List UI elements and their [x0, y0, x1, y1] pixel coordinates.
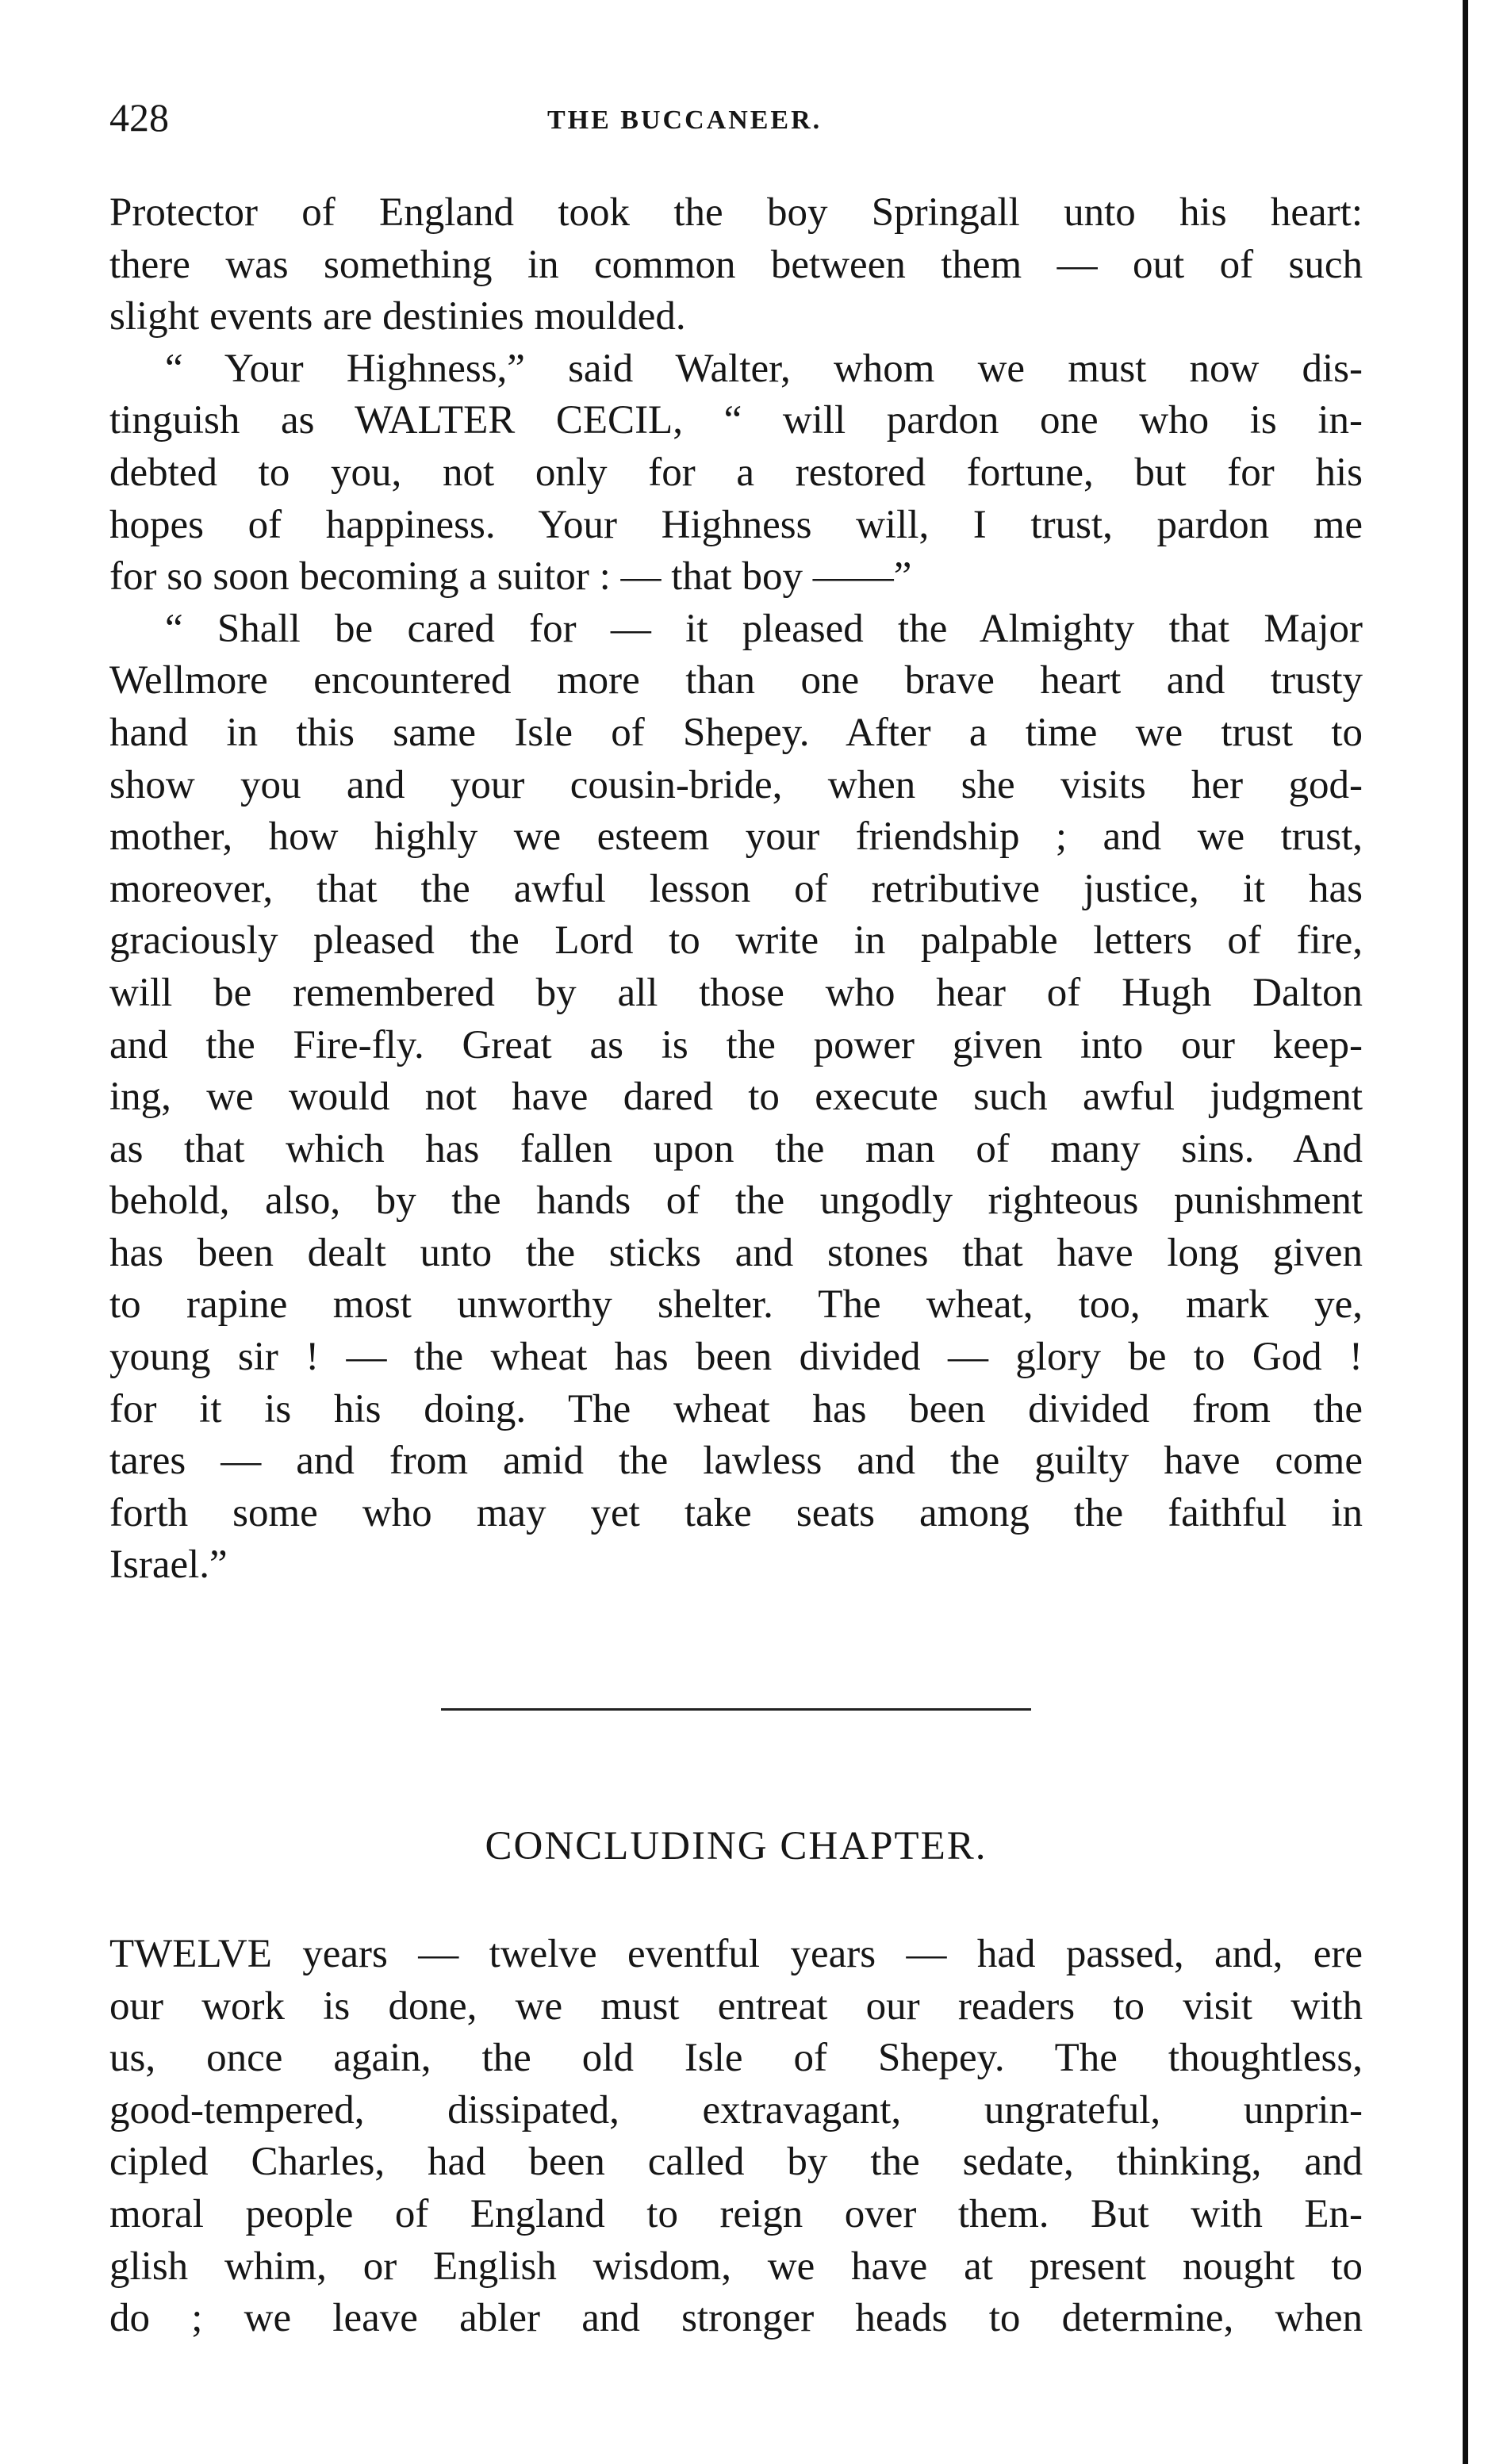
body-text-upper [109, 187, 1363, 1592]
page-edge-rule [1463, 0, 1468, 2464]
text-line: to rapine most unworthy shelter. The wheat, too, mark ye, [109, 1282, 1363, 1328]
text-line: hand in this same Isle of Shepey. After a time we trust to [109, 710, 1363, 755]
text-line: has been dealt unto the sticks and stones that have long given [109, 1230, 1363, 1275]
text-line: good-tempered, dissipated, extravagant, ungrateful, unprin- [109, 2087, 1363, 2133]
text-line: our work is done, we must entreat our readers to visit with [109, 1983, 1363, 2029]
text-line: for so soon becoming a suitor : — that boy ——” [109, 554, 912, 600]
text-line: and the Fire-fly. Great as is the power given into our keep- [109, 1022, 1363, 1067]
text-line: tinguish as WALTER CECIL, “ will pardon one who is in- [109, 398, 1363, 443]
text-line: slight events are destinies moulded. [109, 294, 686, 339]
text-line: glish whim, or English wisdom, we have at present nought to [109, 2244, 1363, 2289]
text-line: us, once again, the old Isle of Shepey. The thoughtless, [109, 2036, 1363, 2081]
text-line: forth some who may yet take seats among the faithful in [109, 1490, 1363, 1535]
text-line: graciously pleased the Lord to write in palpable letters of fire, [109, 918, 1363, 964]
text-line: moreover, that the awful lesson of retributive justice, it has [109, 866, 1363, 911]
section-divider [441, 1708, 1031, 1711]
text-line: debted to you, not only for a restored fortune, but for his [109, 450, 1363, 495]
text-line: there was something in common between them — out of such [109, 242, 1363, 287]
body-text-lower [109, 1929, 1363, 2345]
text-line: Protector of England took the boy Springall unto his heart: [109, 190, 1363, 235]
text-line: “ Your Highness,” said Walter, whom we must now dis- [165, 346, 1363, 391]
text-line: Israel.” [109, 1542, 228, 1588]
text-line: ing, we would not have dared to execute such awful judgment [109, 1075, 1363, 1120]
text-line: as that which has fallen upon the man of many sins. And [109, 1126, 1363, 1171]
text-line: cipled Charles, had been called by the sedate, thinking, and [109, 2140, 1363, 2185]
text-line: do ; we leave abler and stronger heads to determine, when [109, 2296, 1363, 2341]
text-line: behold, also, by the hands of the ungodly righteous punishment [109, 1178, 1363, 1224]
page-header [109, 94, 1371, 149]
page-number: 428 [109, 95, 169, 140]
text-line: mother, how highly we esteem your friendship ; and we trust, [109, 814, 1363, 860]
running-head: THE BUCCANEER. [547, 105, 823, 135]
text-line: Wellmore encountered more than one brave heart and trusty [109, 658, 1363, 703]
text-line: hopes of happiness. Your Highness will, I trust, pardon me [109, 502, 1363, 547]
text-line: TWELVE years — twelve eventful years — had passed, and, ere [109, 1932, 1363, 1976]
text-line: for it is his doing. The wheat has been divided from the [109, 1386, 1363, 1431]
text-line: “ Shall be cared for — it pleased the Almighty that Major [165, 606, 1363, 651]
text-line: young sir ! — the wheat has been divided — glory be to God ! [109, 1335, 1363, 1380]
text-line: tares — and from amid the lawless and the guilty have come [109, 1439, 1363, 1484]
text-line: will be remembered by all those who hear of Hugh Dalton [109, 970, 1363, 1015]
chapter-title: CONCLUDING CHAPTER. [485, 1824, 988, 1868]
text-line: show you and your cousin-bride, when she visits her god- [109, 762, 1363, 807]
text-line: moral people of England to reign over them. But with En- [109, 2191, 1363, 2236]
